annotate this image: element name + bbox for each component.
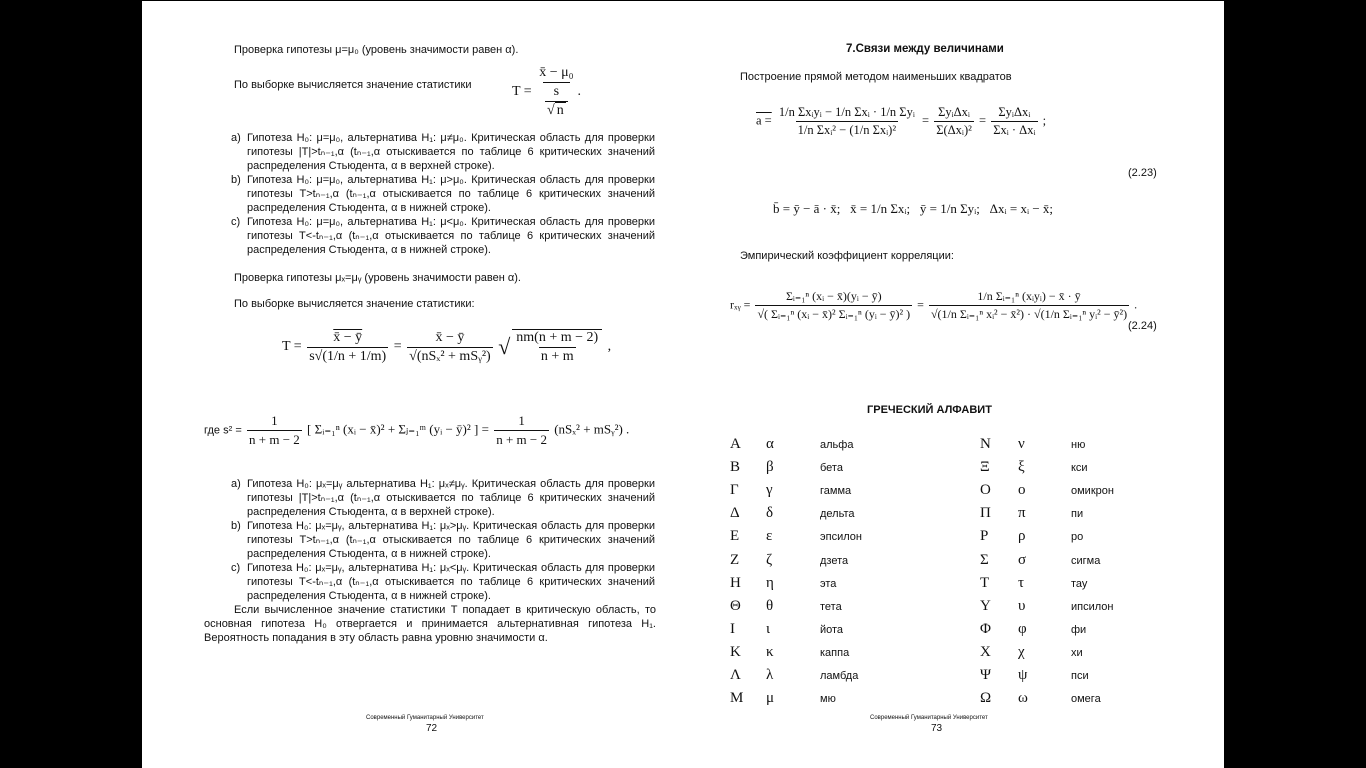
greek-letter-name: тета (820, 600, 842, 613)
list2-item-c-text: Гипотеза H₀: μₓ=μᵧ, альтернатива H₁: μₓ<μᵧ. Критическая область для проверки гипотезы T<-tₙ₋₁,α (tₙ₋₁,α отыскивается по таблице 6 критических значений распределения Стьюдента, α в нижней строке). (247, 562, 655, 602)
greek-lowercase: β (766, 459, 774, 476)
greek-lowercase: κ (766, 643, 774, 660)
eq224-number: (2.24) (1128, 320, 1157, 332)
eq223-f2-num: ΣyᵢΔxᵢ (938, 105, 970, 119)
greek-letter-name: дзета (820, 554, 849, 567)
eq224 (730, 289, 1137, 322)
eq223-num: 1/n Σxᵢyᵢ − 1/n Σxᵢ · 1/n Σyᵢ (778, 105, 915, 119)
greek-letter-name: каппа (820, 646, 850, 659)
footer-university-right: Современный Гуманитарный Университет (870, 715, 988, 721)
eq224-f1-num: Σᵢ₌₁ⁿ (xᵢ − x̄)(yᵢ − ȳ) (785, 289, 882, 303)
greek-lowercase: ω (1018, 690, 1028, 707)
greek-letter-name: ро (1071, 531, 1084, 544)
s2-g-num: 1 (518, 413, 525, 428)
eq223-line1 (756, 105, 1046, 138)
s2-f-num: 1 (271, 413, 278, 428)
greek-letter-name: ламбда (820, 670, 859, 682)
greek-lowercase: υ (1018, 597, 1026, 614)
greek-uppercase: Γ (730, 482, 739, 499)
list1-item-a-text: Гипотеза H₀: μ=μ₀, альтернатива H₁: μ≠μ₀. Критическая область для проверки гипотезы |T|>tₙ₋₁,α (tₙ₋₁,α отыскивается по таблице 6 критических значений распределения Стьюдента, α в верхней строке). (247, 132, 655, 172)
list1-item-c-label: c) (231, 216, 241, 228)
eq223-eq1: = (922, 113, 930, 128)
greek-lowercase: σ (1018, 551, 1027, 568)
greek-uppercase: Ζ (730, 551, 740, 568)
greek-letter-name: йота (820, 623, 844, 636)
eq223-lhs: a = (756, 113, 772, 128)
list1-item-b-text: Гипотеза H₀: μ=μ₀, альтернатива H₁: μ>μ₀. Критическая область для проверки гипотезы T>tₙ₋₁,α (tₙ₋₁,α отыскивается по таблице 6 критических значений распределения Стьюдента, α в нижней строке). (247, 174, 655, 214)
stat2-formula: T = $\frac{x̄ - ȳ}{s√(1/n + 1/m)}$ = $\frac{x̄ - ȳ}{\text{√(nSₓ² + mSᵧ²)}}$ √ $\frac{nm(n + m - 2)}{n + m}$ , (282, 329, 612, 364)
list1-item-a-label: a) (231, 132, 241, 144)
lsq-intro: Построение прямой методом наименьших квадратов (740, 71, 1012, 83)
greek-letter-name: ню (1071, 439, 1086, 451)
greek-lowercase: γ (766, 482, 773, 499)
stat1-den-s: s (553, 84, 560, 99)
s2-formula (204, 413, 629, 448)
greek-lowercase: τ (1018, 574, 1025, 591)
stat2-tail: , (607, 339, 612, 355)
greek-lowercase: ν (1018, 436, 1025, 452)
greek-uppercase: Β (730, 459, 741, 476)
greek-uppercase: Ω (980, 690, 992, 707)
list2-item-a-label: a) (231, 478, 241, 490)
greek-uppercase: Θ (730, 597, 741, 614)
list2-item-b-label: b) (231, 520, 241, 532)
list1-item-b-label: b) (231, 174, 241, 186)
eq224-eq: = (917, 297, 924, 312)
greek-letter-name: хи (1071, 646, 1083, 659)
eq223-f2-den: Σ(Δxᵢ)² (936, 123, 972, 137)
greek-lowercase: ζ (766, 551, 773, 568)
greek-letter-name: кси (1071, 462, 1088, 475)
list2-item-c-label: c) (231, 562, 241, 574)
greek-lowercase: φ (1018, 620, 1027, 637)
section-title: 7.Связи между величинами (846, 43, 1004, 55)
stat2-sqrt-num: nm(n + m − 2) (516, 330, 599, 345)
eq224-f2-den: √(1/n Σᵢ₌₁ⁿ xᵢ² − x̄²) · √(1/n Σᵢ₌₁ⁿ yᵢ² − ȳ²) (930, 307, 1128, 321)
greek-lowercase: θ (766, 597, 774, 614)
eq223-number: (2.23) (1128, 167, 1157, 179)
s2-f-den: n + m − 2 (249, 432, 300, 447)
heading-hypothesis-two-means: Проверка гипотезы μₓ=μᵧ (уровень значимости равен α). (234, 272, 521, 284)
stat2-f1-den: s√(1/n + 1/m) (309, 348, 387, 364)
list1-item-c-text: Гипотеза H₀: μ=μ₀, альтернатива H₁: μ<μ₀. Критическая область для проверки гипотезы T<-tₙ₋₁,α (tₙ₋₁,α отыскивается по таблице 6 критических значений распределения Стьюдента, α в нижней строке). (247, 216, 655, 256)
greek-uppercase: Η (730, 574, 741, 591)
greek-uppercase: Κ (730, 643, 741, 660)
greek-lowercase: χ (1018, 643, 1025, 660)
page-spread (142, 1, 1224, 768)
list2-item-b-text: Гипотеза H₀: μₓ=μᵧ, альтернатива H₁: μₓ>μᵧ. Критическая область для проверки гипотезы T>tₙ₋₁,α (tₙ₋₁,α отыскивается по таблице 6 критических значений распределения Стьюдента, α в нижней строке). (247, 520, 655, 560)
greek-letter-name: мю (820, 693, 836, 706)
greek-uppercase: Ρ (980, 528, 989, 545)
greek-lowercase: ξ (1018, 459, 1025, 476)
greek-lowercase: λ (766, 667, 774, 683)
greek-uppercase: Π (980, 505, 991, 522)
eq224-f1-den: √( Σᵢ₌₁ⁿ (xᵢ − x̄)² Σᵢ₌₁ⁿ (yᵢ − ȳ)² ) (757, 307, 911, 321)
conclusion-paragraph: Если вычисленное значение статистики T попадает в критическую область, то основная гипотеза H₀ отвергается и принимается альтернативная гипотеза H₁. Вероятность попадания в эту область равна уровню значимости α. (204, 604, 656, 644)
stat1-intro: По выборке вычисляется значение статистики (234, 79, 472, 91)
greek-uppercase: Χ (980, 643, 991, 660)
greek-uppercase: Μ (730, 690, 744, 707)
page-number-right: 73 (931, 723, 943, 734)
stat2-sqrt-den: n + m (540, 349, 574, 364)
stat1-numerator: x̄ − μ₀ (539, 65, 574, 80)
greek-uppercase: Σ (980, 551, 989, 568)
stat1-den-sqrt: n (556, 103, 564, 118)
footer-university-left: Современный Гуманитарный Университет (366, 715, 484, 721)
greek-uppercase: Λ (730, 667, 741, 683)
stat1-lhs: T = (512, 84, 532, 100)
s2-g-den: n + m − 2 (496, 432, 547, 447)
stat2-f2-num: x̄ − ȳ (435, 329, 465, 345)
eq223-tail: ; (1042, 113, 1047, 128)
s2-bracket: [ Σᵢ₌₁ⁿ (xᵢ − x̄)² + Σⱼ₌₁ᵐ (yᵢ − ȳ)² ] (307, 421, 479, 437)
greek-letter-name: альфа (820, 439, 854, 451)
greek-lowercase: ι (766, 620, 771, 637)
greek-lowercase: ρ (1018, 528, 1026, 545)
greek-letter-name: пи (1071, 508, 1084, 521)
greek-letter-name: тау (1071, 577, 1088, 590)
greek-letter-name: гамма (820, 485, 852, 498)
greek-uppercase: Φ (980, 620, 991, 637)
greek-lowercase: μ (766, 690, 775, 707)
eq224-tail: . (1134, 297, 1138, 312)
greek-uppercase: Α (730, 436, 741, 452)
eq224-lhs: rₓᵧ = (730, 297, 751, 312)
eq224-f2-num: 1/n Σᵢ₌₁ⁿ (xᵢyᵢ) − x̄ · ȳ (977, 289, 1081, 303)
stat1-formula: T = $\frac{\text{x̄ − μ₀}}{\frac{s}{√ n}}$ . (512, 65, 581, 118)
greek-uppercase: Ο (980, 482, 991, 499)
greek-lowercase: α (766, 436, 774, 452)
s2-prefix: где s² = (204, 424, 242, 437)
greek-uppercase: Υ (980, 597, 991, 614)
greek-lowercase: ε (766, 528, 773, 545)
corr-intro: Эмпирический коэффициент корреляции: (740, 250, 954, 262)
greek-letter-name: эта (820, 577, 837, 590)
eq223-f3-num: ΣyᵢΔxᵢ (998, 105, 1031, 119)
greek-uppercase: Τ (980, 574, 990, 591)
greek-lowercase: ο (1018, 482, 1026, 499)
s2-tail: (nSₓ² + mSᵧ²) . (554, 421, 630, 437)
greek-lowercase: δ (766, 505, 774, 522)
greek-letter-name: пси (1071, 670, 1089, 682)
greek-letter-name: бета (820, 462, 843, 475)
list2-item-a-text: Гипотеза H₀: μₓ=μᵧ альтернатива H₁: μₓ≠μᵧ. Критическая область для проверки гипотезы |T|>tₙ₋₁,α (tₙ₋₁,α отыскивается по таблице 6 критических значений распределения Стьюдента, α в верхней строке). (247, 478, 655, 518)
greek-alphabet-title: ГРЕЧЕСКИЙ АЛФАВИТ (867, 404, 992, 416)
stat2-intro: По выборке вычисляется значение статистики: (234, 298, 475, 310)
s2-eq: = (481, 421, 489, 437)
greek-letter-name: дельта (820, 508, 855, 521)
page-number-left: 72 (426, 723, 438, 734)
eq223-line2: b̄ = ȳ − ā · x̄; x̄ = 1/n Σxᵢ; ȳ = 1/n Σyᵢ; Δxᵢ = xᵢ − x̄; (773, 201, 1054, 216)
eq223-eq2: = (979, 113, 987, 128)
eq223-den: 1/n Σxᵢ² − (1/n Σxᵢ)² (797, 123, 897, 137)
greek-letter-name: омикрон (1071, 485, 1114, 498)
greek-lowercase: η (766, 574, 774, 591)
heading-hypothesis-mean: Проверка гипотезы μ=μ₀ (уровень значимости равен α). (234, 44, 519, 56)
greek-lowercase: π (1018, 505, 1026, 522)
greek-lowercase: ψ (1018, 667, 1028, 683)
eq223-f3-den: Σxᵢ · Δxᵢ (993, 123, 1036, 137)
stat2-f2-den: √(nSₓ² + mSᵧ²) (409, 348, 491, 364)
greek-letter-name: омега (1071, 693, 1101, 706)
stat2-lhs: T = (282, 339, 302, 355)
greek-letter-name: эпсилон (820, 531, 862, 544)
greek-uppercase: Δ (730, 505, 740, 522)
stat2-f1-num: x̄ − ȳ (333, 329, 363, 345)
greek-uppercase: Ι (730, 620, 735, 637)
greek-uppercase: Ν (980, 436, 991, 452)
stat2-eq: = (393, 339, 402, 355)
greek-letter-name: сигма (1071, 554, 1101, 567)
greek-letter-name: фи (1071, 623, 1087, 636)
greek-uppercase: Ε (730, 528, 740, 545)
greek-uppercase: Ψ (980, 667, 992, 683)
greek-letter-name: ипсилон (1071, 600, 1114, 613)
greek-uppercase: Ξ (980, 459, 990, 476)
